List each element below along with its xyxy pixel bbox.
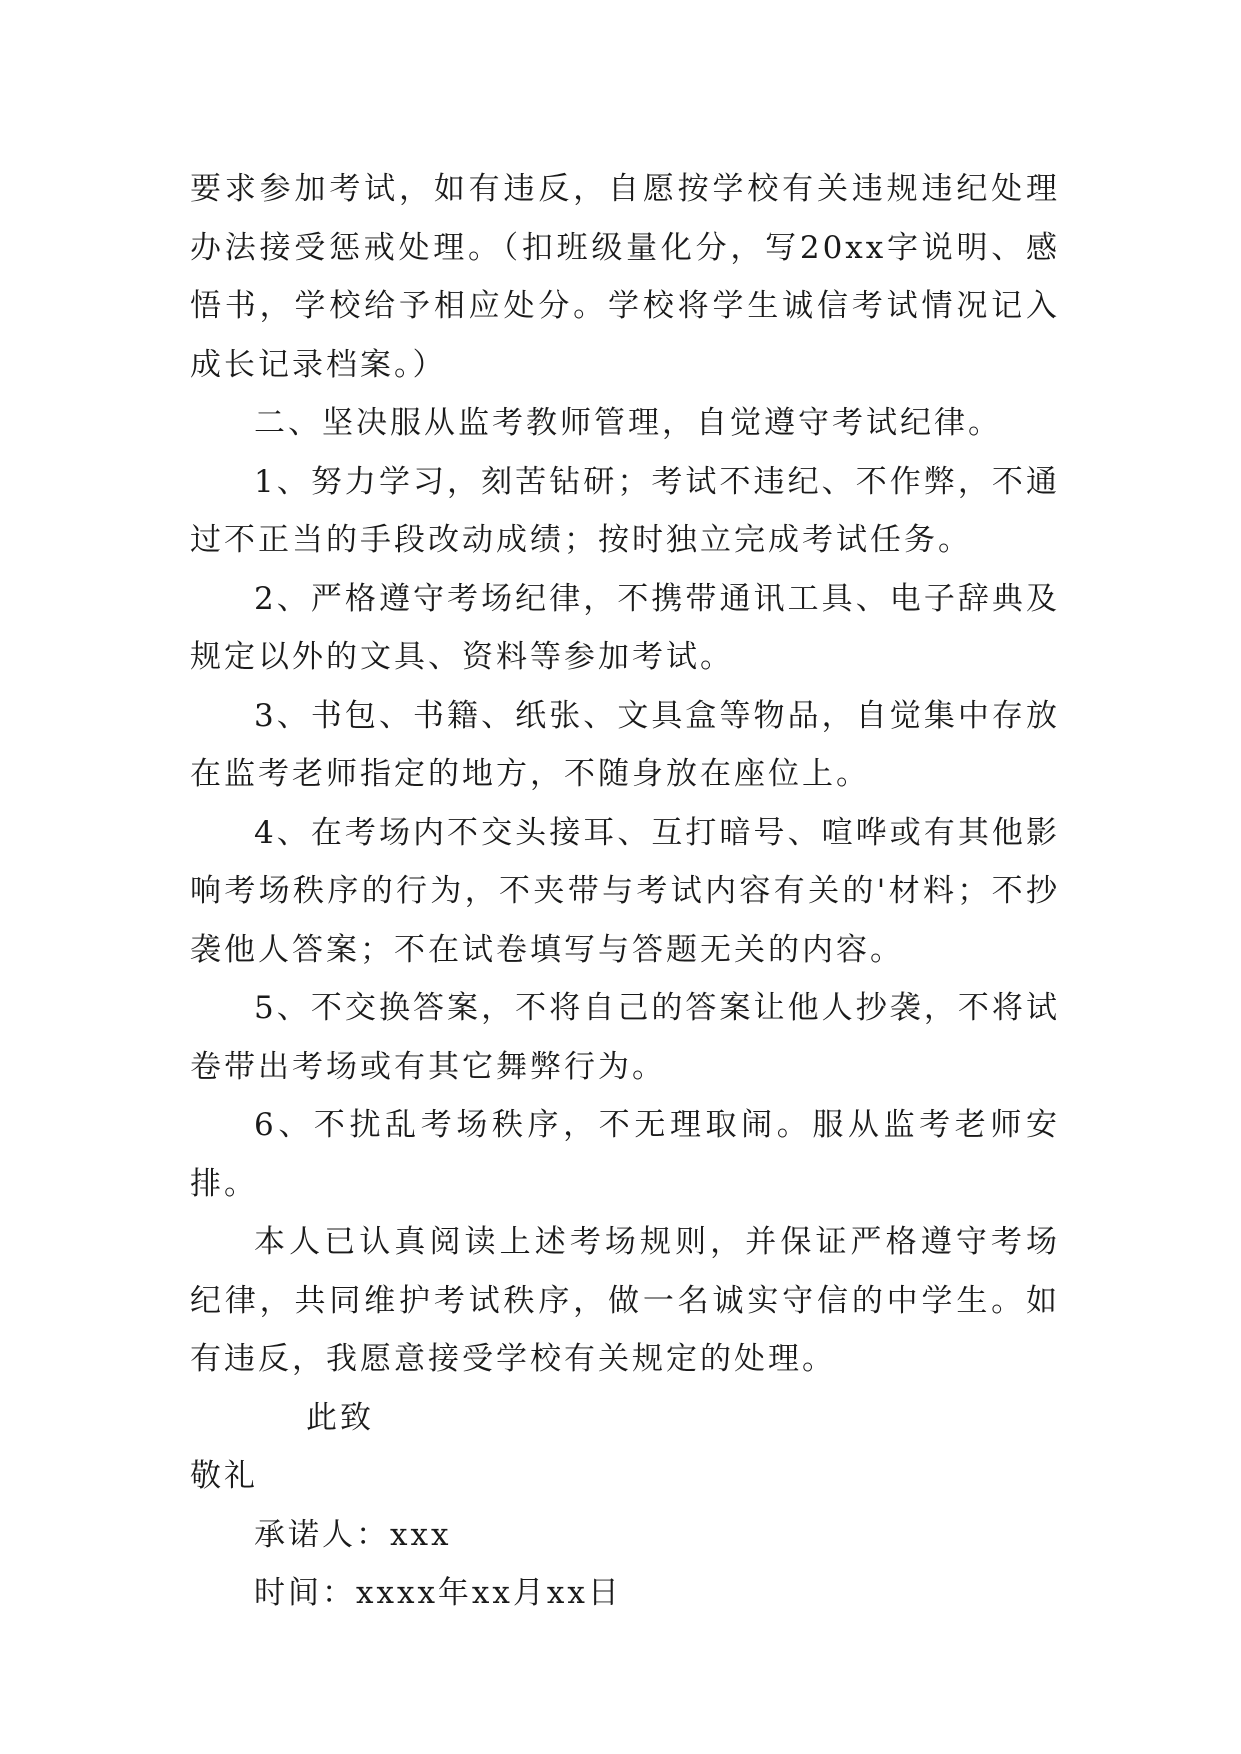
paragraph-exam-rules-intro: 要求参加考试，如有违反，自愿按学校有关违规违纪处理办法接受惩戒处理。（扣班级量化分，写20xx字说明、感悟书，学校给予相应处分。学校将学生诚信考试情况记入成长记录档案。） bbox=[190, 171, 1060, 383]
closing-salute: 敬礼 bbox=[190, 1458, 258, 1494]
document-body bbox=[190, 160, 1060, 1623]
paragraph-rule-4: 4、在考场内不交头接耳、互打暗号、喧哗或有其他影响考场秩序的行为，不夹带与考试内容有关的'材料；不抄袭他人答案；不在试卷填写与答题无关的内容。 bbox=[190, 814, 1060, 968]
paragraph-rule-1: 1、努力学习，刻苦钻研；考试不违纪、不作弊，不通过不正当的手段改动成绩；按时独立完成考试任务。 bbox=[190, 463, 1060, 558]
paragraph-rule-6: 6、不扰乱考场秩序，不无理取闹。服从监考老师安排。 bbox=[190, 1107, 1060, 1202]
paragraph-pledge-statement: 本人已认真阅读上述考场规则，并保证严格遵守考场纪律，共同维护考试秩序，做一名诚实守信的中学生。如有违反，我愿意接受学校有关规定的处理。 bbox=[190, 1224, 1060, 1377]
closing-to: 此致 bbox=[306, 1399, 374, 1436]
paragraph-rule-3: 3、书包、书籍、纸张、文具盒等物品，自觉集中存放在监考老师指定的地方，不随身放在座位上。 bbox=[190, 697, 1060, 792]
paragraph-rule-5: 5、不交换答案，不将自己的答案让他人抄袭，不将试卷带出考场或有其它舞弊行为。 bbox=[190, 990, 1060, 1085]
paragraph-section-two-heading: 二、坚决服从监考教师管理，自觉遵守考试纪律。 bbox=[254, 405, 1002, 441]
date-line: 时间：xxxx年xx月xx日 bbox=[254, 1575, 622, 1611]
paragraph-rule-2: 2、严格遵守考场纪律，不携带通讯工具、电子辞典及规定以外的文具、资料等参加考试。 bbox=[190, 580, 1060, 675]
signer-line: 承诺人：xxx bbox=[254, 1516, 452, 1553]
